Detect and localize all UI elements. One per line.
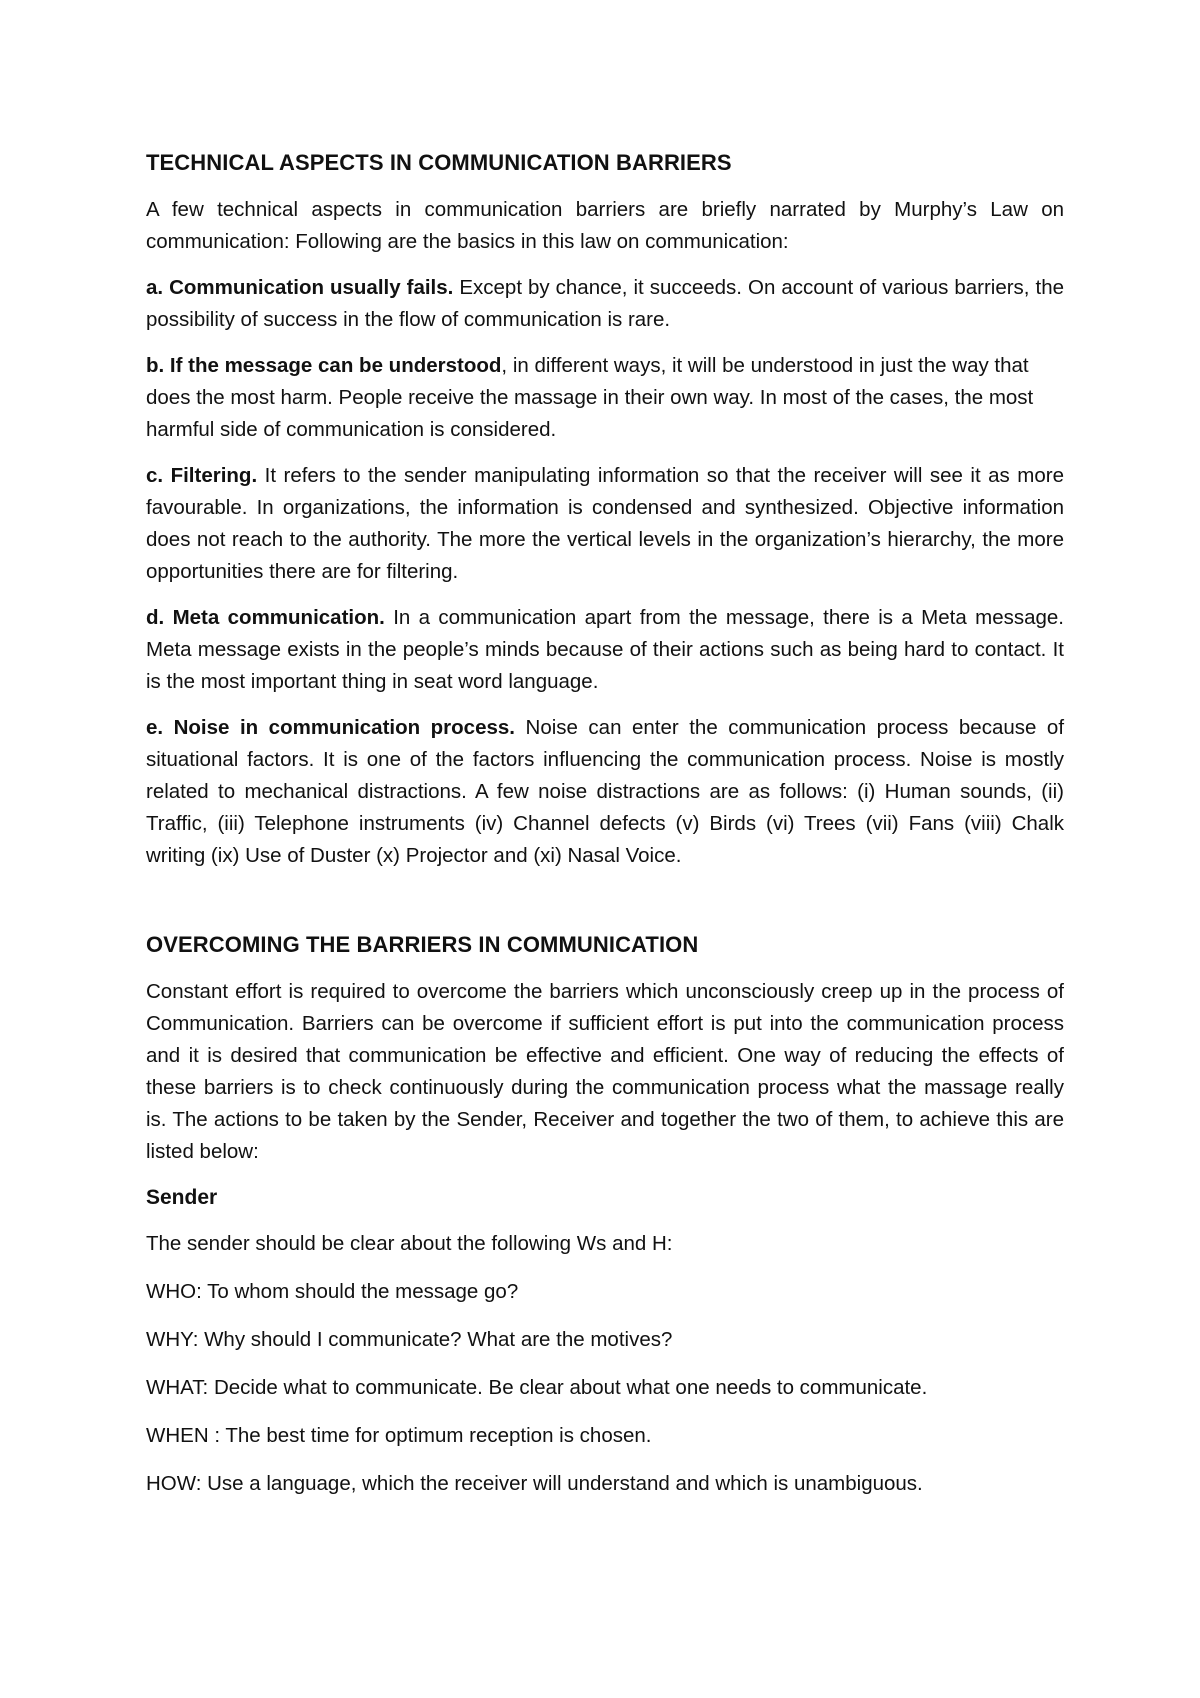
section-heading-technical-aspects: TECHNICAL ASPECTS IN COMMUNICATION BARRIERS — [146, 150, 732, 175]
item-d-paragraph — [146, 602, 1064, 698]
intro-paragraph: A few technical aspects in communication barriers are briefly narrated by Murphy’s Law on communication: Following are the basics in this law on communication: — [146, 198, 1064, 253]
item-text: Except by chance, it succeeds. On account of various barriers, the possibility of success in the flow of communication is rare. — [146, 276, 1064, 331]
item-text: In a communication apart from the message, there is a Meta message. Meta message exists in the people’s minds because of their actions such as being hard to contact. It is the most important thing in seat word language. — [146, 606, 1064, 693]
item-a-paragraph — [146, 272, 1064, 336]
overcoming-intro-paragraph: Constant effort is required to overcome the barriers which unconsciously creep up in the process of Communication. Barriers can be overcome if sufficient effort is put into the communication process and it is desired that communication be effective and efficient. One way of reducing the effects of these barriers is to check continuously during the communication process what the massage really is. The actions to be taken by the Sender, Receiver and together the two of them, to achieve this are listed below: — [146, 980, 1064, 1163]
item-lead: b. If the message can be understood — [146, 354, 502, 377]
item-c-paragraph — [146, 460, 1064, 588]
ws-who-line: WHO: To whom should the message go? — [146, 1280, 519, 1303]
ws-how-line: HOW: Use a language, which the receiver will understand and which is unambiguous. — [146, 1472, 923, 1495]
ws-why-line: WHY: Why should I communicate? What are the motives? — [146, 1328, 673, 1351]
item-text: , in different ways, it will be understood in just the way that does the most harm. People receive the massage in their own way. In most of the cases, the most harmful side of communication is considered. — [146, 354, 1034, 441]
sender-intro: The sender should be clear about the following Ws and H: — [146, 1232, 673, 1255]
item-e-paragraph — [146, 712, 1064, 872]
ws-what-line: WHAT: Decide what to communicate. Be clear about what one needs to communicate. — [146, 1376, 928, 1399]
document-page — [146, 148, 1064, 1516]
item-lead: e. Noise in communication process. — [146, 716, 515, 739]
item-b-paragraph — [146, 350, 1064, 446]
item-text: Noise can enter the communication process because of situational factors. It is one of the factors influencing the communication process. Noise is mostly related to mechanical distractions. A few noise distractions are as follows: (i) Human sounds, (ii) Traffic, (iii) Telephone instruments (iv) Channel defects (v) Birds (vi) Trees (vii) Fans (viii) Chalk writing (ix) Use of Duster (x) Projector and (xi) Nasal Voice. — [146, 716, 1065, 867]
ws-when-line: WHEN : The best time for optimum reception is chosen. — [146, 1424, 652, 1447]
item-lead: c. Filtering. — [146, 464, 258, 487]
item-lead: d. Meta communication. — [146, 606, 385, 629]
sender-heading: Sender — [146, 1186, 218, 1209]
item-lead: a. Communication usually fails. — [146, 276, 454, 299]
item-text: It refers to the sender manipulating information so that the receiver will see it as more favourable. In organizations, the information is condensed and synthesized. Objective information does not reach to the authority. The more the vertical levels in the organization’s hierarchy, the more opportunities there are for filtering. — [146, 464, 1064, 583]
section-heading-overcoming-barriers: OVERCOMING THE BARRIERS IN COMMUNICATION — [146, 932, 699, 957]
